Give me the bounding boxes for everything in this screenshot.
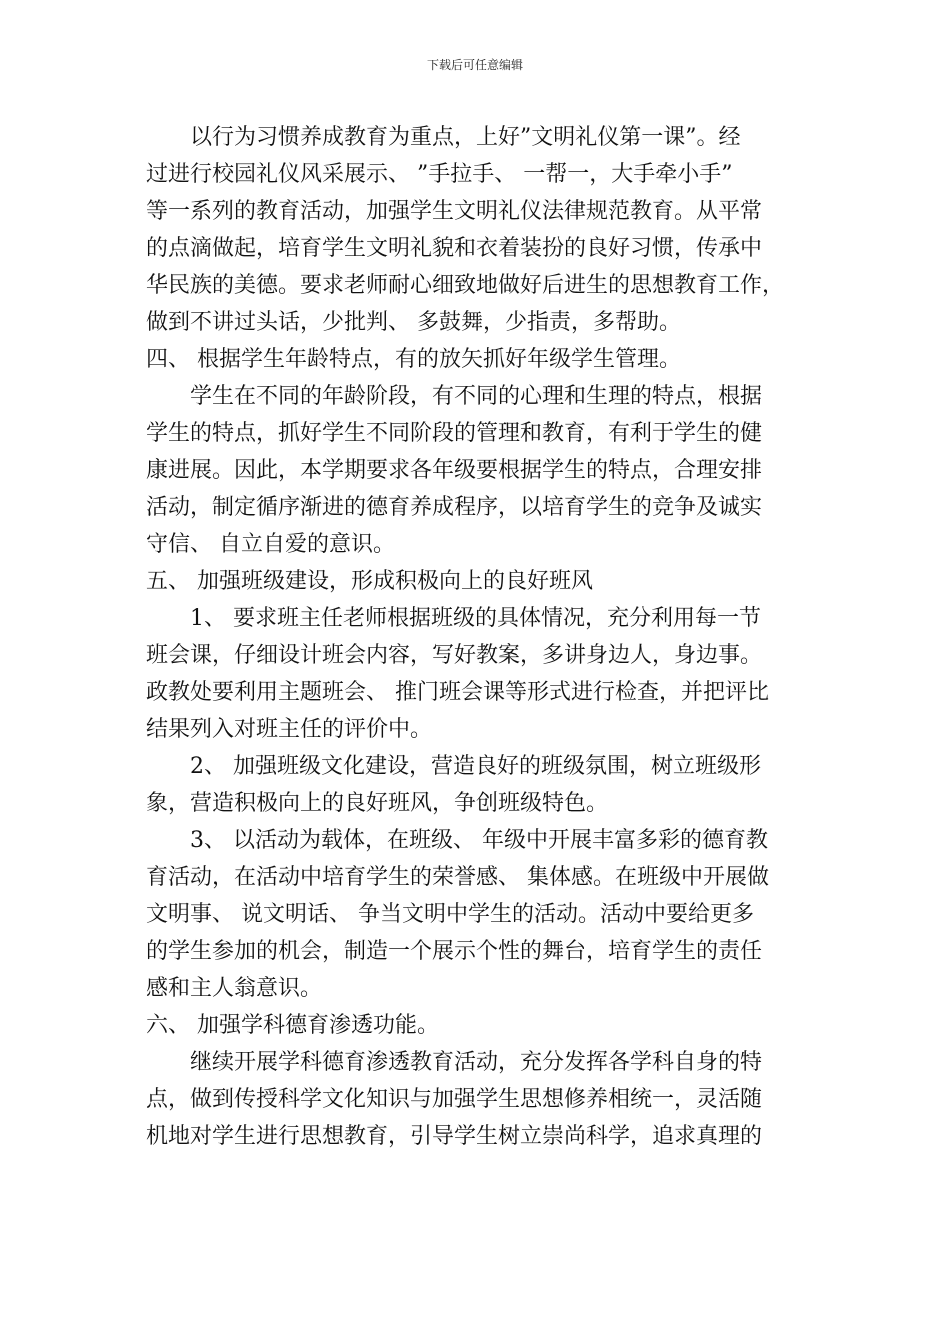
text-line: 点，做到传授科学文化知识与加强学生思想修养相统一，灵活随 [146,1087,763,1112]
text-line: 结果列入对班主任的评价中。 [146,717,433,742]
paragraph-item-1 [146,600,806,748]
text-line: 2、 加强班级文化建设，营造良好的班级氛围，树立班级形 [190,754,761,779]
heading-line: 六、 加强学科德育渗透功能。 [146,1013,439,1038]
heading-line: 五、 加强班级建设，形成积极向上的良好班风 [146,569,593,594]
document-body [146,119,806,1155]
section-heading-4 [146,341,806,378]
text-line: 康进展。因此，本学期要求各年级要根据学生的特点，合理安排 [146,458,763,483]
text-line: 3、 以活动为载体，在班级、 年级中开展丰富多彩的德育教 [190,828,768,853]
text-line: 活动，制定循序渐进的德育养成程序，以培育学生的竞争及诚实 [146,495,763,520]
text-line: 做到不讲过头话，少批判、 多鼓舞，少指责，多帮助。 [146,310,681,335]
text-line: 过进行校园礼仪风采展示、 ”手拉手、 一帮一，大手牵小手” [146,162,733,187]
text-line: 育活动，在活动中培育学生的荣誉感、 集体感。在班级中开展做 [146,865,769,890]
paragraph-age-characteristics [146,378,806,563]
text-line: 政教处要利用主题班会、 推门班会课等形式进行检查，并把评比 [146,680,769,705]
text-line: 机地对学生进行思想教育，引导学生树立崇尚科学，追求真理的 [146,1124,763,1149]
text-line: 学生在不同的年龄阶段，有不同的心理和生理的特点，根据 [190,384,763,409]
text-line: 文明事、 说文明话、 争当文明中学生的活动。活动中要给更多 [146,902,754,927]
text-line: 继续开展学科德育渗透教育活动，充分发挥各学科自身的特 [190,1050,763,1075]
section-heading-6 [146,1007,806,1044]
text-line: 等一系列的教育活动，加强学生文明礼仪法律规范教育。从平常 [146,199,763,224]
text-line: 1、 要求班主任老师根据班级的具体情况，充分利用每一节 [190,606,761,631]
paragraph-etiquette [146,119,806,341]
text-line: 以行为习惯养成教育为重点，上好”文明礼仪第一课”。经 [190,125,741,150]
text-line: 守信、 自立自爱的意识。 [146,532,395,557]
text-line: 的点滴做起，培育学生文明礼貌和衣着装扮的良好习惯，传承中 [146,236,763,261]
text-line: 班会课，仔细设计班会内容，写好教案，多讲身边人，身边事。 [146,643,763,668]
paragraph-subject-moral [146,1044,806,1155]
page-header: 下载后可任意编辑 [426,58,523,72]
text-line: 的学生参加的机会，制造一个展示个性的舞台，培育学生的责任 [146,939,763,964]
section-heading-5 [146,563,806,600]
heading-line: 四、 根据学生年龄特点，有的放矢抓好年级学生管理。 [146,347,681,372]
text-line: 华民族的美德。要求老师耐心细致地做好后进生的思想教育工作， [146,273,785,298]
paragraph-item-2 [146,748,806,822]
paragraph-item-3 [146,822,806,1007]
text-line: 学生的特点，抓好学生不同阶段的管理和教育，有利于学生的健 [146,421,763,446]
text-line: 感和主人翁意识。 [146,976,323,1001]
text-line: 象，营造积极向上的良好班风，争创班级特色。 [146,791,609,816]
